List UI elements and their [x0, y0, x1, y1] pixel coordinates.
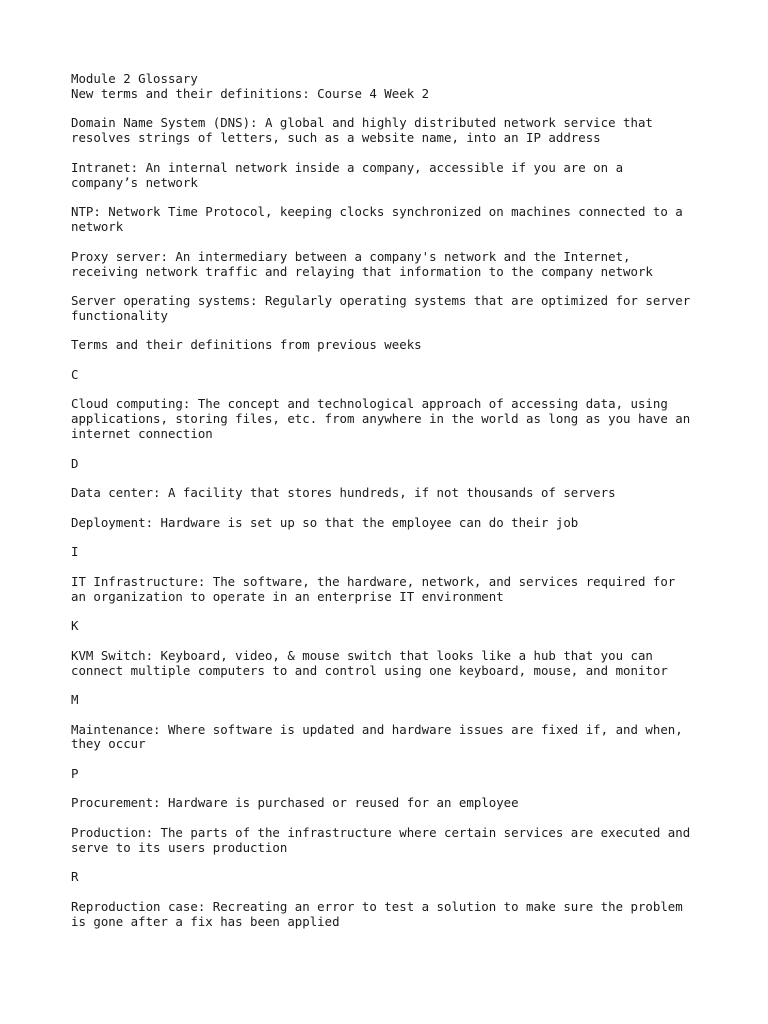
new-terms-list: [71, 116, 721, 323]
entry-line: applications, storing files, etc. from anywhere in the world as long as you have an: [71, 411, 691, 427]
entry-line: company’s network: [71, 174, 198, 190]
entry-line: Server operating systems: Regularly operating systems that are optimized for server: [71, 293, 691, 309]
entry-line: Cloud computing: The concept and technological approach of accessing data, using: [71, 396, 668, 412]
entry-line: Procurement: Hardware is purchased or reused for an employee: [71, 795, 519, 811]
entry-line: KVM Switch: Keyboard, video, & mouse switch that looks like a hub that you can: [71, 647, 653, 663]
entry-line: connect multiple computers to and control using one keyboard, mouse, and monitor: [71, 662, 668, 678]
entry-line: receiving network traffic and relaying that information to the company network: [71, 263, 653, 279]
glossary-entry: [71, 397, 721, 442]
entry-line: NTP: Network Time Protocol, keeping clocks synchronized on machines connected to a: [71, 204, 683, 220]
glossary-entry: [71, 575, 721, 605]
entry-line: an organization to operate in an enterprise IT environment: [71, 588, 504, 604]
glossary-entry: [71, 205, 721, 235]
section-letter: P: [71, 765, 79, 781]
glossary-entry: [71, 161, 721, 191]
glossary-entry: [71, 723, 721, 753]
glossary-entry: [71, 826, 721, 856]
entry-line: Production: The parts of the infrastructure where certain services are executed and: [71, 824, 691, 840]
section-letter: R: [71, 869, 79, 885]
document-page: [71, 72, 721, 930]
glossary-entry: [71, 116, 721, 146]
section-letter: K: [71, 618, 79, 634]
glossary-entry: [71, 649, 721, 679]
section-letter: C: [71, 366, 79, 382]
document-title: Module 2 Glossary: [71, 71, 198, 86]
glossary-entry: [71, 516, 721, 531]
entry-line: network: [71, 219, 124, 235]
entry-line: Reproduction case: Recreating an error to test a solution to make sure the problem: [71, 898, 683, 914]
entry-line: Deployment: Hardware is set up so that the employee can do their job: [71, 514, 579, 530]
entry-line: serve to its users production: [71, 839, 288, 855]
section-letter: M: [71, 692, 79, 708]
glossary-entry: [71, 486, 721, 501]
glossary-entry: [71, 250, 721, 280]
entry-line: internet connection: [71, 426, 213, 442]
entry-line: they occur: [71, 736, 146, 752]
entry-line: IT Infrastructure: The software, the hardware, network, and services required for: [71, 573, 676, 589]
entry-line: is gone after a fix has been applied: [71, 913, 340, 929]
entry-line: Intranet: An internal network inside a company, accessible if you are on a: [71, 159, 624, 175]
entry-line: resolves strings of letters, such as a website name, into an IP address: [71, 130, 601, 146]
entry-line: Maintenance: Where software is updated and hardware issues are fixed if, and when,: [71, 721, 683, 737]
section-letter: I: [71, 544, 79, 560]
glossary-entry: [71, 796, 721, 811]
entry-line: functionality: [71, 307, 168, 323]
document-subtitle: New terms and their definitions: Course 4 Week 2: [71, 85, 430, 101]
entry-line: Data center: A facility that stores hundreds, if not thousands of servers: [71, 485, 616, 501]
entry-line: Domain Name System (DNS): A global and highly distributed network service that: [71, 115, 653, 131]
glossary-entry: [71, 900, 721, 930]
section-letter: D: [71, 455, 79, 471]
previous-weeks-heading: Terms and their definitions from previous weeks: [71, 337, 422, 353]
glossary-entry: [71, 294, 721, 324]
entry-line: Proxy server: An intermediary between a company's network and the Internet,: [71, 248, 631, 264]
